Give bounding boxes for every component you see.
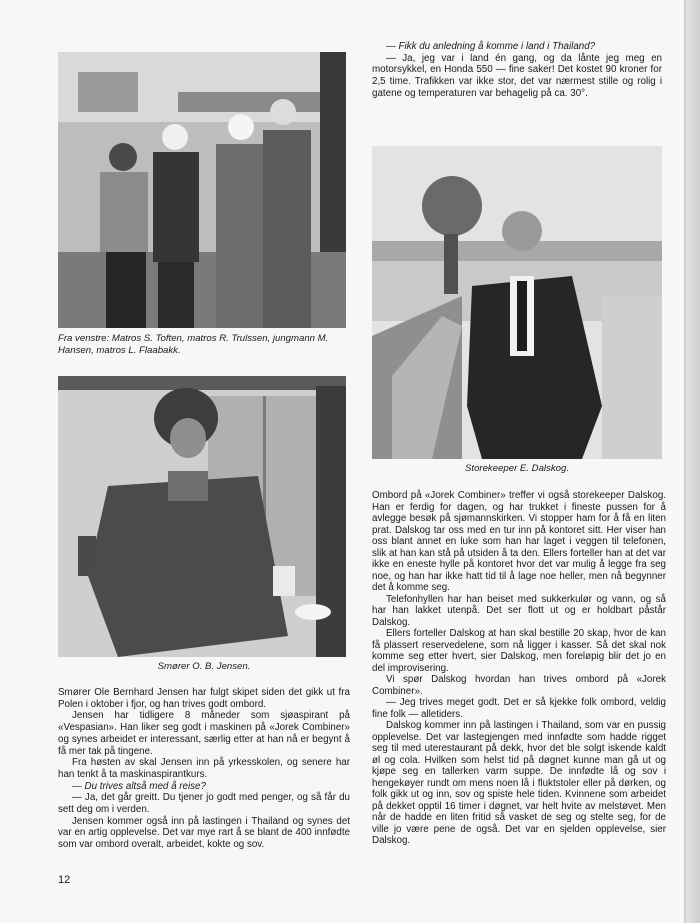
paragraph: Jensen har tidligere 8 måneder som sjøaspirant på «Vespasian». Han liker seg godt i maskinen på «Jorek Combiner» og synes arbeidet er interessant, særlig etter at han nå er begynt å få mer tak på tingene. bbox=[58, 710, 350, 757]
paragraph: — Ja, det går greitt. Du tjener jo godt med penger, og så får du sett deg om i verden. bbox=[58, 792, 350, 816]
paragraph: Telefonhyllen har han beiset med sukkerkulør og vann, og så har han lakket utenpå. Det ser flott ut og er holdbart påstår Dalskog. bbox=[372, 593, 666, 628]
crew-photo-caption: Fra venstre: Matros S. Toften, matros R. Trulssen, jungmann M. Hansen, matros L. Flaabakk. bbox=[58, 333, 329, 356]
article-text-right-top bbox=[372, 41, 662, 100]
paragraph: — Jeg trives meget godt. Det er så kjekke folk ombord, veldig fine folk — alletiders. bbox=[372, 697, 666, 720]
page-number: 12 bbox=[58, 874, 71, 886]
paragraph: Smører Ole Bernhard Jensen har fulgt skipet siden det gikk ut fra Polen i oktober i fjor, og han trives godt ombord. bbox=[58, 687, 350, 710]
paragraph: Fra høsten av skal Jensen inn på yrkesskolen, og senere har han tenkt å ta maskinaspirantkurs. bbox=[58, 757, 350, 780]
paragraph: — Ja, jeg var i land én gang, og da lånte jeg meg en motorsykkel, en Honda 550 — fine saker! Det kostet 90 kroner for 2,5 time. Trafikken var ikke stor, det var nærmest stille og rolig i gatene og temperaturen var behagelig på ca. 30°. bbox=[372, 52, 662, 99]
page-edge-shadow bbox=[686, 0, 700, 923]
crew-photo bbox=[58, 52, 346, 328]
paragraph: — Du trives altså med å reise? bbox=[72, 780, 206, 792]
smorer-photo-caption: Smører O. B. Jensen. bbox=[157, 661, 251, 672]
article-text-right-bottom bbox=[372, 490, 666, 847]
paragraph: Vi spør Dalskog hvordan han trives ombord på «Jorek Combiner». bbox=[372, 674, 666, 697]
paragraph: Ombord på «Jorek Combiner» treffer vi også storekeeper Dalskog. Han er ferdig for dagen, og har trukket i fineste pussen for å avlegge besøk på sjømannskirken. Vi stopper ham for å få en liten prat. Dalskog tar oss med en tur inn på kontoret sitt. Her viser han oss blant annet en luke som han har laget i veggen til telefonen, slik at han kan stå på utsiden å ta den. Ellers forteller han at det var ikke en eneste hylle på kontoret hvor det var mulig å legge fra seg noe, og han har ikke hatt tid til å lage noe heller, men nå begynner det å komme seg. bbox=[372, 490, 666, 593]
storekeeper-photo-caption: Storekeeper E. Dalskog. bbox=[465, 463, 569, 474]
smorer-photo bbox=[58, 376, 346, 657]
paragraph: Dalskog kommer inn på lastingen i Thailand, som var en pussig opplevelse. Det var lastegjengen med innfødte som hadde rigget seg til med uterestaurant på dekk, hvor det ble solgt iskende kaldt øl og cola. Hvilken som helst tid på døgnet kunne man gå ut og kjøpe seg en tallerken varm suppe. De innfødte lå og sov i hengekøyer rundt om mens noen lå i fluktstoler eller på dørken, og folk gikk ut og inn, sov og spiste hele tiden. Kvinnene som arbeidet på dekket opptil 16 timer i døgnet, var helt hvite av melstøvet. Men når de hadde en liten fritid så vasket de seg og stelte seg, for de ville jo være pene de også. Det var en sjelden opplevelse, sier Dalskog. bbox=[372, 720, 666, 846]
paragraph: Ellers forteller Dalskog at han skal bestille 20 skap, hvor de kan få plassert reservedelene, som nå ligger i kasser. Så det skal nok komme seg etter hvert, sier Dalskog, men foreløpig blir det jo en del improvisering. bbox=[372, 628, 666, 674]
storekeeper-photo bbox=[372, 146, 662, 459]
paragraph: Jensen kommer også inn på lastingen i Thailand og synes det var en artig opplevelse. Det var mye rart å se blant de 400 innfødte som var ombord overalt, arbeidet, kokte og sov. bbox=[58, 815, 350, 851]
paragraph: — Fikk du anledning å komme i land i Thailand? bbox=[386, 41, 596, 52]
article-text-left-bottom bbox=[58, 687, 350, 851]
